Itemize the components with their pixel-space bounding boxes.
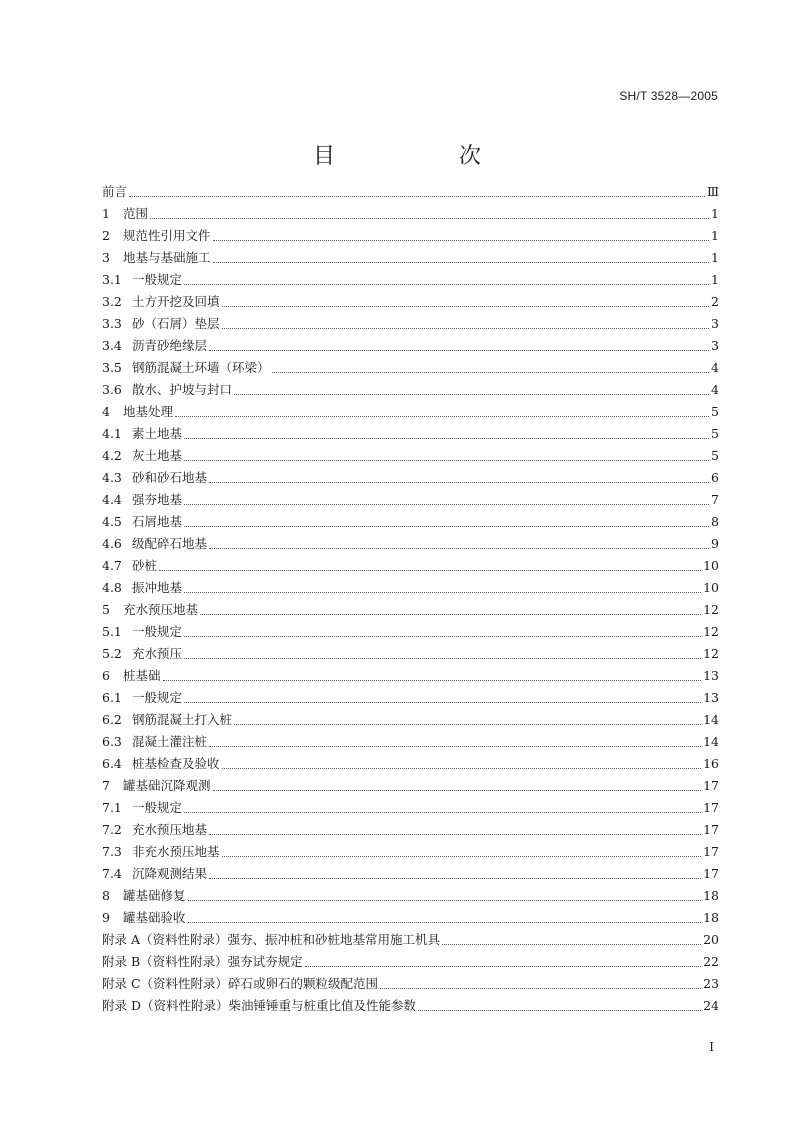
toc-entry-title: 充水预压 bbox=[132, 646, 183, 661]
toc-dot-leader bbox=[184, 635, 701, 637]
toc-entry-title: 灰土地基 bbox=[132, 448, 183, 463]
toc-entry-title: 砂桩 bbox=[132, 558, 158, 573]
toc-entry-title: 地基与基础施工 bbox=[123, 250, 211, 265]
toc-entry-number: 7.2 bbox=[102, 822, 122, 837]
toc-dot-leader bbox=[159, 569, 701, 571]
toc-entry[interactable] bbox=[102, 995, 719, 1017]
toc-entry-number: 7.3 bbox=[102, 844, 122, 859]
toc-entry[interactable] bbox=[102, 885, 719, 907]
toc-entry-number: 1 bbox=[102, 206, 110, 221]
toc-entry-title: 一般规定 bbox=[132, 272, 183, 287]
toc-dot-leader bbox=[175, 415, 709, 417]
toc-entry[interactable] bbox=[102, 555, 719, 577]
toc-entry-page: 20 bbox=[703, 932, 719, 947]
toc-entry[interactable] bbox=[102, 731, 719, 753]
toc-entry[interactable] bbox=[102, 929, 719, 951]
toc-entry[interactable] bbox=[102, 599, 719, 621]
toc-entry-title: 砂和砂石地基 bbox=[132, 470, 208, 485]
toc-entry-page: 7 bbox=[711, 492, 719, 507]
toc-dot-leader bbox=[272, 371, 710, 373]
toc-entry-title: 充水预压地基 bbox=[132, 822, 208, 837]
toc-entry-page: 1 bbox=[711, 228, 719, 243]
toc-entry-page: 4 bbox=[711, 360, 719, 375]
toc-dot-leader bbox=[222, 855, 702, 857]
toc-dot-leader bbox=[222, 305, 710, 307]
toc-entry-number: 7.1 bbox=[102, 800, 122, 815]
table-of-contents bbox=[102, 181, 719, 1017]
toc-entry-number: 8 bbox=[102, 888, 110, 903]
toc-entry-page: 4 bbox=[711, 382, 719, 397]
toc-entry-page: 12 bbox=[703, 646, 719, 661]
toc-entry-number: 4.4 bbox=[102, 492, 122, 507]
toc-entry-title: 规范性引用文件 bbox=[123, 228, 211, 243]
toc-entry-number: 3.5 bbox=[102, 360, 122, 375]
toc-entry-number: 3.2 bbox=[102, 294, 122, 309]
toc-entry-title: 散水、护坡与封口 bbox=[132, 382, 233, 397]
toc-entry[interactable] bbox=[102, 709, 719, 731]
toc-dot-leader bbox=[442, 943, 701, 945]
toc-dot-leader bbox=[234, 723, 701, 725]
toc-entry-page: 9 bbox=[711, 536, 719, 551]
toc-dot-leader bbox=[222, 767, 702, 769]
toc-entry-title: 沉降观测结果 bbox=[132, 866, 208, 881]
toc-entry-title: 前言 bbox=[102, 184, 128, 199]
toc-entry[interactable] bbox=[102, 687, 719, 709]
toc-dot-leader bbox=[184, 437, 709, 439]
toc-entry-title: 一般规定 bbox=[132, 800, 183, 815]
toc-entry-page: 13 bbox=[703, 668, 719, 683]
toc-entry-number: 4.6 bbox=[102, 536, 122, 551]
toc-entry-title: 附录 B（资料性附录）强夯试夯规定 bbox=[102, 954, 303, 969]
toc-entry[interactable] bbox=[102, 819, 719, 841]
toc-entry[interactable] bbox=[102, 797, 719, 819]
toc-dot-leader bbox=[184, 525, 709, 527]
toc-entry-title: 钢筋混凝土环墙（环梁） bbox=[132, 360, 270, 375]
toc-entry-number: 4.2 bbox=[102, 448, 122, 463]
toc-entry-number: 4.1 bbox=[102, 426, 122, 441]
toc-dot-leader bbox=[184, 591, 701, 593]
toc-entry-page: 18 bbox=[703, 910, 719, 925]
toc-dot-leader bbox=[209, 481, 709, 483]
toc-entry-page: 5 bbox=[711, 404, 719, 419]
toc-entry-title: 石屑地基 bbox=[132, 514, 183, 529]
toc-dot-leader bbox=[209, 833, 701, 835]
toc-entry-number: 4.8 bbox=[102, 580, 122, 595]
toc-dot-leader bbox=[380, 987, 701, 989]
toc-entry-number: 6 bbox=[102, 668, 110, 683]
toc-dot-leader bbox=[188, 921, 702, 923]
toc-entry-title: 砂（石屑）垫层 bbox=[132, 316, 220, 331]
toc-entry-page: 13 bbox=[703, 690, 719, 705]
toc-entry-page: 10 bbox=[703, 580, 719, 595]
toc-entry[interactable] bbox=[102, 181, 719, 203]
toc-entry-title: 混凝土灌注桩 bbox=[132, 734, 208, 749]
toc-entry[interactable] bbox=[102, 467, 719, 489]
toc-dot-leader bbox=[184, 657, 701, 659]
toc-entry-page: 12 bbox=[703, 624, 719, 639]
toc-entry-title: 罐基础验收 bbox=[123, 910, 186, 925]
toc-entry[interactable] bbox=[102, 841, 719, 863]
toc-entry-page: 2 bbox=[711, 294, 719, 309]
toc-dot-leader bbox=[184, 503, 709, 505]
toc-dot-leader bbox=[188, 899, 702, 901]
toc-entry[interactable] bbox=[102, 489, 719, 511]
toc-entry-page: 14 bbox=[703, 712, 719, 727]
toc-dot-leader bbox=[234, 393, 709, 395]
toc-entry-page: 3 bbox=[711, 316, 719, 331]
toc-entry-title: 钢筋混凝土打入桩 bbox=[132, 712, 233, 727]
toc-entry-number: 5.2 bbox=[102, 646, 122, 661]
toc-entry[interactable] bbox=[102, 973, 719, 995]
toc-entry-page: Ⅲ bbox=[706, 184, 719, 199]
toc-dot-leader bbox=[209, 877, 701, 879]
toc-entry-page: 3 bbox=[711, 338, 719, 353]
toc-entry[interactable] bbox=[102, 775, 719, 797]
toc-entry[interactable] bbox=[102, 401, 719, 423]
toc-entry-number: 5.1 bbox=[102, 624, 122, 639]
toc-entry-page: 17 bbox=[703, 844, 719, 859]
toc-entry-page: 10 bbox=[703, 558, 719, 573]
toc-entry-page: 6 bbox=[711, 470, 719, 485]
page-number: Ⅰ bbox=[709, 1040, 714, 1054]
toc-entry[interactable] bbox=[102, 247, 719, 269]
toc-entry[interactable] bbox=[102, 863, 719, 885]
toc-entry-page: 1 bbox=[711, 206, 719, 221]
toc-entry[interactable] bbox=[102, 445, 719, 467]
toc-entry-number: 3 bbox=[102, 250, 110, 265]
toc-entry-number: 6.2 bbox=[102, 712, 122, 727]
toc-entry-title: 素土地基 bbox=[132, 426, 183, 441]
toc-entry[interactable] bbox=[102, 753, 719, 775]
toc-entry[interactable] bbox=[102, 907, 719, 929]
toc-entry-page: 17 bbox=[703, 822, 719, 837]
toc-entry-title: 非充水预压地基 bbox=[132, 844, 220, 859]
toc-entry[interactable] bbox=[102, 665, 719, 687]
toc-entry-number: 7 bbox=[102, 778, 110, 793]
toc-dot-leader bbox=[209, 547, 709, 549]
toc-entry-number: 9 bbox=[102, 910, 110, 925]
toc-dot-leader bbox=[184, 283, 709, 285]
toc-entry-number: 4.3 bbox=[102, 470, 122, 485]
toc-entry-page: 5 bbox=[711, 448, 719, 463]
toc-dot-leader bbox=[213, 261, 710, 263]
toc-entry-title: 级配碎石地基 bbox=[132, 536, 208, 551]
toc-entry-page: 1 bbox=[711, 250, 719, 265]
toc-entry-page: 17 bbox=[703, 866, 719, 881]
toc-dot-leader bbox=[209, 745, 701, 747]
toc-entry-number: 3.4 bbox=[102, 338, 122, 353]
toc-entry-number: 6.1 bbox=[102, 690, 122, 705]
toc-entry-page: 18 bbox=[703, 888, 719, 903]
toc-entry-title: 充水预压地基 bbox=[123, 602, 199, 617]
toc-entry-number: 7.4 bbox=[102, 866, 122, 881]
toc-entry-title: 强夯地基 bbox=[132, 492, 183, 507]
toc-entry-title: 地基处理 bbox=[123, 404, 174, 419]
toc-entry-title: 范围 bbox=[123, 206, 149, 221]
toc-entry-title: 桩基检查及验收 bbox=[132, 756, 220, 771]
toc-entry[interactable] bbox=[102, 269, 719, 291]
toc-entry-page: 12 bbox=[703, 602, 719, 617]
toc-entry[interactable] bbox=[102, 511, 719, 533]
toc-dot-leader bbox=[213, 239, 710, 241]
toc-entry-number: 6.4 bbox=[102, 756, 122, 771]
toc-entry-page: 5 bbox=[711, 426, 719, 441]
standard-code: SH/T 3528—2005 bbox=[619, 89, 718, 103]
toc-entry-title: 一般规定 bbox=[132, 624, 183, 639]
toc-entry[interactable] bbox=[102, 533, 719, 555]
toc-dot-leader bbox=[200, 613, 701, 615]
toc-entry-title: 沥青砂绝缘层 bbox=[132, 338, 208, 353]
toc-entry-number: 3.6 bbox=[102, 382, 122, 397]
toc-entry-number: 2 bbox=[102, 228, 110, 243]
toc-entry-page: 17 bbox=[703, 778, 719, 793]
toc-entry-number: 5 bbox=[102, 602, 110, 617]
page-title bbox=[0, 139, 794, 170]
toc-entry[interactable] bbox=[102, 577, 719, 599]
toc-entry-page: 22 bbox=[703, 954, 719, 969]
toc-entry[interactable] bbox=[102, 291, 719, 313]
toc-entry-number: 3.1 bbox=[102, 272, 122, 287]
toc-entry-title: 罐基础沉降观测 bbox=[123, 778, 211, 793]
toc-entry-page: 8 bbox=[711, 514, 719, 529]
toc-entry[interactable] bbox=[102, 203, 719, 225]
title-char-2: 次 bbox=[459, 143, 482, 169]
toc-entry-page: 16 bbox=[703, 756, 719, 771]
toc-entry-title: 土方开挖及回填 bbox=[132, 294, 220, 309]
toc-entry-title: 附录 D（资料性附录）柴油锤锤重与桩重比值及性能参数 bbox=[102, 998, 416, 1013]
toc-entry[interactable] bbox=[102, 951, 719, 973]
toc-entry-title: 附录 A（资料性附录）强夯、振冲桩和砂桩地基常用施工机具 bbox=[102, 932, 441, 947]
toc-entry-page: 14 bbox=[703, 734, 719, 749]
toc-entry[interactable] bbox=[102, 621, 719, 643]
toc-dot-leader bbox=[209, 349, 709, 351]
toc-entry[interactable] bbox=[102, 379, 719, 401]
toc-dot-leader bbox=[222, 327, 710, 329]
toc-dot-leader bbox=[305, 965, 701, 967]
toc-dot-leader bbox=[150, 217, 709, 219]
toc-entry[interactable] bbox=[102, 335, 719, 357]
toc-entry-title: 附录 C（资料性附录）碎石或卵石的颗粒级配范围 bbox=[102, 976, 379, 991]
toc-dot-leader bbox=[184, 459, 709, 461]
toc-entry-number: 4.7 bbox=[102, 558, 122, 573]
toc-entry-number: 6.3 bbox=[102, 734, 122, 749]
toc-entry-title: 一般规定 bbox=[132, 690, 183, 705]
toc-entry-title: 桩基础 bbox=[123, 668, 161, 683]
toc-entry[interactable] bbox=[102, 423, 719, 445]
toc-entry-number: 4 bbox=[102, 404, 110, 419]
toc-entry-number: 3.3 bbox=[102, 316, 122, 331]
toc-entry[interactable] bbox=[102, 357, 719, 379]
toc-dot-leader bbox=[163, 679, 702, 681]
toc-entry-page: 23 bbox=[703, 976, 719, 991]
toc-entry-page: 24 bbox=[703, 998, 719, 1013]
toc-entry-title: 振冲地基 bbox=[132, 580, 183, 595]
toc-dot-leader bbox=[213, 789, 702, 791]
title-char-1: 目 bbox=[312, 143, 335, 169]
toc-dot-leader bbox=[184, 811, 701, 813]
toc-dot-leader bbox=[129, 195, 705, 197]
toc-dot-leader bbox=[418, 1009, 701, 1011]
toc-dot-leader bbox=[184, 701, 701, 703]
toc-entry-page: 1 bbox=[711, 272, 719, 287]
toc-entry[interactable] bbox=[102, 225, 719, 247]
toc-entry[interactable] bbox=[102, 313, 719, 335]
toc-entry-page: 17 bbox=[703, 800, 719, 815]
toc-entry-number: 4.5 bbox=[102, 514, 122, 529]
toc-entry[interactable] bbox=[102, 643, 719, 665]
toc-entry-title: 罐基础修复 bbox=[123, 888, 186, 903]
